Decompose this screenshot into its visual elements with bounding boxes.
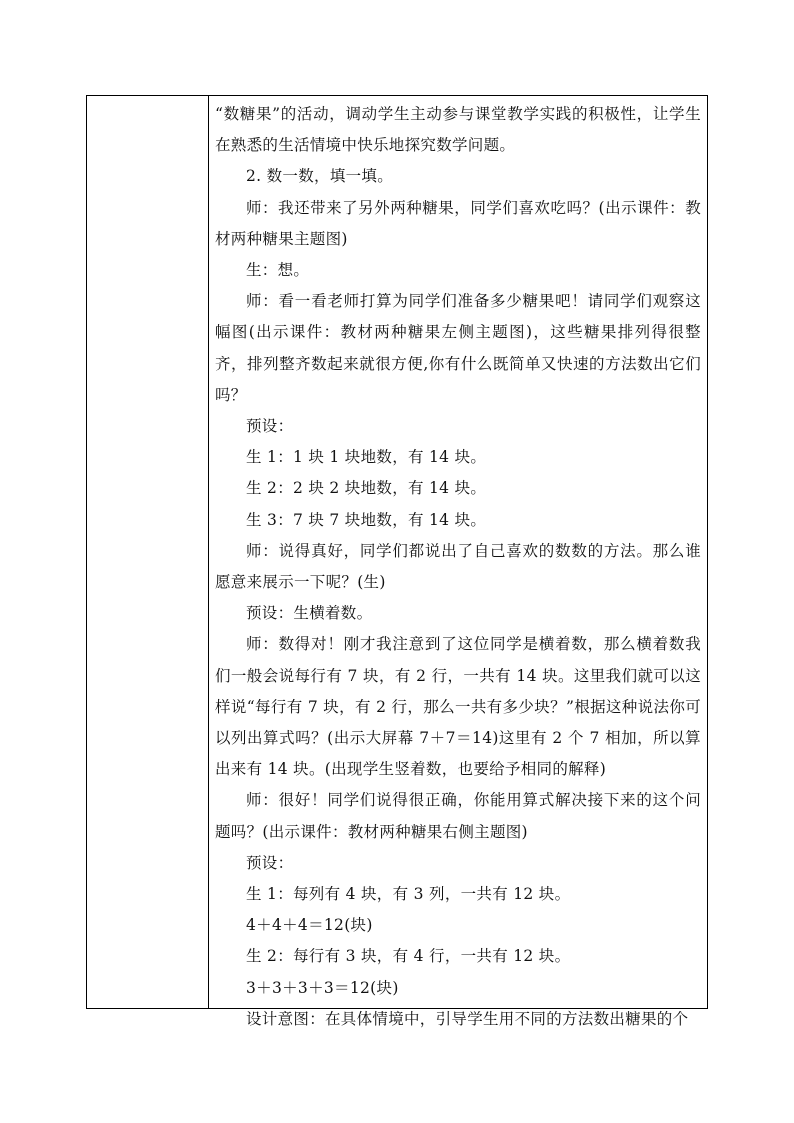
paragraph-preset-horizontal: 预设：生横着数。 bbox=[246, 604, 373, 623]
left-column-cell bbox=[87, 96, 208, 1008]
paragraph-equation-2: 3＋3＋3＋3＝12(块) bbox=[246, 978, 399, 997]
paragraph-teacher-candies: 师：我还带来了另外两种糖果，同学们喜欢吃吗？(出示课件：教材两种糖果主题图) bbox=[215, 198, 701, 248]
paragraph-intro-continued: “数糖果”的活动，调动学生主动参与课堂教学实践的积极性，让学生在熟悉的生活情境中快乐地探究数学问题。 bbox=[215, 105, 701, 155]
paragraph-teacher-praise: 师：说得真好，同学们都说出了自己喜欢的数数的方法。那么谁愿意来展示一下呢？(生) bbox=[215, 541, 701, 592]
paragraph-preset-1: 预设： bbox=[246, 417, 294, 436]
paragraph-section-heading: 2. 数一数，填一填。 bbox=[246, 167, 394, 186]
paragraph-student-column: 生 1：每列有 4 块，有 3 列，一共有 12 块。 bbox=[246, 885, 571, 904]
paragraph-student-1: 生 1：1 块 1 块地数，有 14 块。 bbox=[246, 448, 487, 467]
paragraph-equation-1: 4＋4＋4＝12(块) bbox=[246, 916, 373, 935]
paragraph-teacher-explain: 师：数得对！刚才我注意到了这位同学是横着数，那么横着数我们一般会说每行有 7 块，有 2 行，一共有 14 块。这里我们就可以这样说“每行有 7 块，有 2 行，那么一共有多少块？”根据这种说法你可以列出算式吗？(出示大屏幕 7＋7＝14)这里有 2 个 7 相加，所以算出来有 14 块。(出现学生竖着数，也要给予相同的解释) bbox=[215, 635, 701, 779]
paragraph-design-intent: 设计意图：在具体情境中，引导学生用不同的方法数出糖果的个 bbox=[246, 1009, 689, 1028]
paragraph-student-3: 生 3：7 块 7 块地数，有 14 块。 bbox=[246, 510, 487, 529]
paragraph-student-reply: 生：想。 bbox=[246, 261, 310, 280]
paragraph-teacher-observe: 师：看一看老师打算为同学们准备多少糖果吧！请同学们观察这幅图(出示课件：教材两种糖果左侧主题图)，这些糖果排列得很整齐，排列整齐数起来就很方便,你有什么既简单又快速的方法数出它们吗？ bbox=[215, 292, 701, 404]
paragraph-student-2: 生 2：2 块 2 块地数，有 14 块。 bbox=[246, 479, 487, 498]
right-column-cell bbox=[209, 96, 707, 1028]
lesson-plan-table bbox=[86, 95, 708, 1028]
paragraph-student-row: 生 2：每行有 3 块，有 4 行，一共有 12 块。 bbox=[246, 947, 571, 966]
paragraph-teacher-next: 师：很好！同学们说得很正确，你能用算式解决接下来的这个问题吗？(出示课件：教材两种糖果右侧主题图) bbox=[215, 791, 701, 841]
paragraph-preset-2: 预设： bbox=[246, 853, 294, 872]
